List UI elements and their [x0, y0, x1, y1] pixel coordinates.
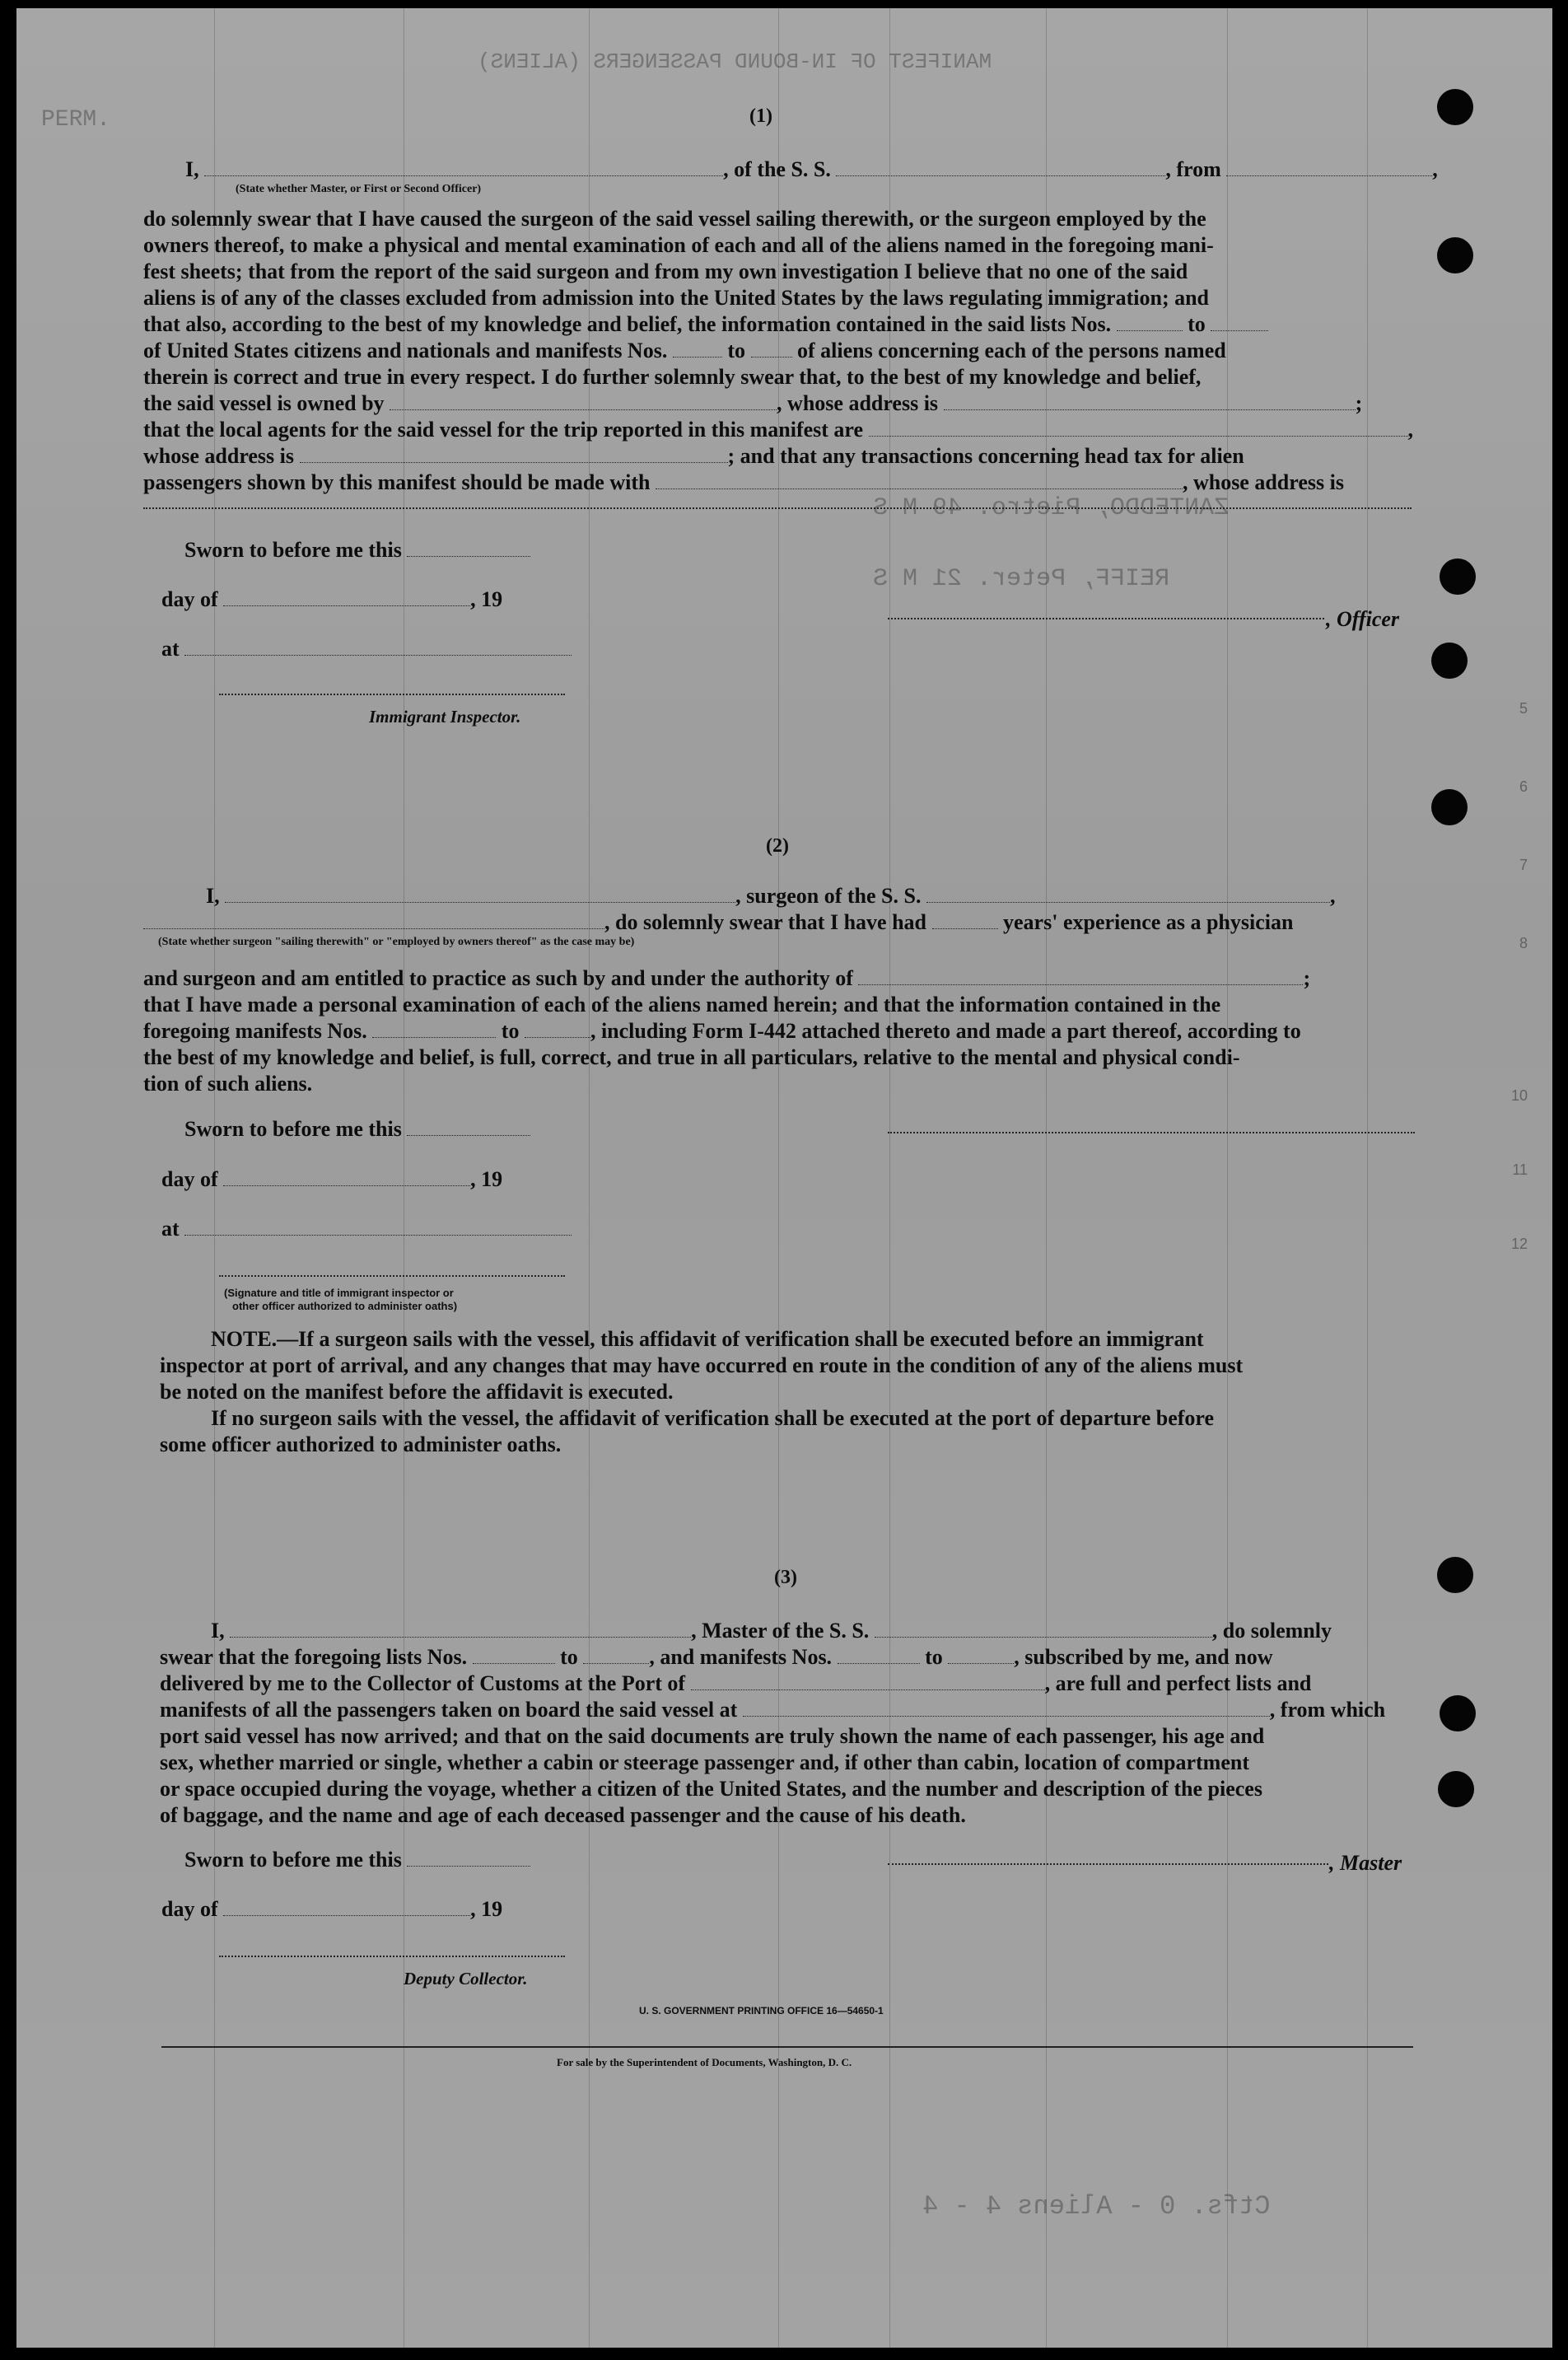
deputy-collector-label: Deputy Collector. [404, 1969, 528, 1988]
for-sale-notice: For sale by the Superintendent of Documents, Washington, D. C. [557, 2056, 852, 2068]
sworn-day-field[interactable] [407, 1848, 530, 1867]
section-2-opening-line: I, , surgeon of the S. S. , [206, 884, 1336, 908]
bleed-through-text: ZANTEDDO, Pietro. 49 M S [873, 494, 1230, 522]
text: at [161, 1217, 180, 1241]
text: day of [161, 587, 218, 611]
note-line: NOTE.—If a surgeon sails with the vessel, this affidavit of verification shall be executed before an immigrant [211, 1327, 1204, 1351]
punch-hole [1438, 1771, 1474, 1807]
text: day of [161, 1167, 218, 1191]
contact-address-line[interactable] [143, 506, 1412, 509]
signature-caption: other officer authorized to administer oaths) [232, 1300, 458, 1312]
text: swear that the foregoing lists Nos. [160, 1645, 468, 1669]
text: that also, according to the best of my knowledge and belief, the information contained in the said lists Nos. [143, 312, 1112, 336]
text: I, [211, 1619, 225, 1643]
section-2-number: (2) [766, 835, 789, 857]
row-number: 5 [1519, 700, 1528, 717]
section-1-body-line: aliens is of any of the classes excluded from admission into the United States by the laws regulating immigration; and [143, 286, 1210, 310]
section-1-body-line [143, 311, 1268, 338]
text: , Master of the S. S. [691, 1619, 870, 1643]
agents-address-field[interactable] [300, 444, 728, 463]
note-line: some officer authorized to administer oaths. [160, 1432, 562, 1456]
owner-address-field[interactable] [944, 391, 1356, 410]
row-number: 8 [1519, 935, 1528, 951]
local-agents-field[interactable] [869, 418, 1408, 437]
collector-signature-line[interactable] [219, 1954, 565, 1957]
inspector-signature-line[interactable] [219, 1273, 565, 1277]
text: ; and that any transactions concerning head tax for alien [727, 444, 1244, 468]
section-1-body-line: fest sheets; that from the report of the said surgeon and from my own investigation I believe that no one of the said [143, 259, 1188, 283]
manifests-to-field[interactable] [751, 339, 792, 358]
day-of-line [161, 586, 502, 613]
section-1-body-line [143, 443, 1244, 470]
text: , do solemnly swear that I have had [604, 910, 927, 934]
surgeon-status-field[interactable] [143, 910, 604, 929]
punch-hole [1431, 789, 1468, 825]
note-line: If no surgeon sails with the vessel, the affidavit of verification shall be executed at the port of departure before [211, 1406, 1215, 1430]
text: , from [1165, 157, 1221, 181]
text: Sworn to before me this [184, 538, 402, 562]
note-line: inspector at port of arrival, and any changes that may have occurred en route in the condition of any of the aliens must [160, 1353, 1244, 1377]
surgeon-vessel-field[interactable] [926, 884, 1330, 903]
printer-imprint: U. S. GOVERNMENT PRINTING OFFICE 16—54650-1 [639, 2005, 884, 2017]
master-vessel-field[interactable] [875, 1619, 1212, 1638]
text: , from which [1269, 1698, 1386, 1722]
departure-port-field[interactable] [1226, 157, 1432, 176]
officer-rank-field[interactable] [204, 157, 723, 176]
signature-caption: (Signature and title of immigrant inspector or [224, 1287, 454, 1299]
punch-hole [1437, 89, 1473, 125]
sworn-month-field[interactable] [223, 1897, 470, 1916]
sworn-place-field[interactable] [184, 1217, 572, 1236]
manifests-from-field[interactable] [673, 339, 722, 358]
punch-hole [1431, 643, 1468, 679]
section-2-body-line [143, 1018, 1301, 1044]
manifests-to-field[interactable] [948, 1645, 1014, 1664]
sworn-day-field[interactable] [407, 538, 530, 557]
row-number: 12 [1510, 1236, 1528, 1252]
practice-authority-field[interactable] [858, 966, 1303, 985]
section-3-body-line [160, 1644, 1272, 1671]
surgeon-signature-line[interactable] [888, 1130, 1415, 1133]
text: to [1188, 312, 1206, 336]
sworn-line [184, 1847, 530, 1873]
text: passengers shown by this manifest should be made with [143, 470, 651, 494]
text: , of the S. S. [723, 157, 831, 181]
bleed-through-text: REIFF, Peter. 21 M S [873, 565, 1170, 593]
text: , whose address is [1182, 470, 1344, 494]
section-1-body-line [143, 470, 1344, 496]
section-2-swear-line [143, 909, 1293, 936]
section-1-body-line: owners thereof, to make a physical and mental examination of each and all of the aliens named in the foregoing mani- [143, 233, 1214, 257]
master-name-field[interactable] [230, 1619, 691, 1638]
at-line [161, 636, 572, 662]
punch-hole [1440, 1695, 1476, 1731]
section-3-body-line: or space occupied during the voyage, whether a citizen of the United States, and the number and description of the pieces [160, 1777, 1262, 1801]
head-tax-contact-field[interactable] [656, 470, 1183, 489]
master-signature-line[interactable] [888, 1862, 1328, 1865]
sworn-place-field[interactable] [184, 637, 572, 656]
punch-hole [1440, 558, 1476, 595]
punch-hole [1437, 237, 1473, 273]
bleed-through-text: MANIFEST OF IN-BOUND PASSENGERS (ALIENS) [478, 49, 992, 74]
text: , whose address is [777, 391, 939, 415]
officer-signature-line[interactable] [888, 616, 1324, 619]
column-line [1227, 8, 1228, 2348]
bleed-through-text: Ctfs. 0 - Aliens 4 - 4 [922, 2191, 1271, 2222]
section-2-body-line: and surgeon and am entitled to practice as such by and under the authority of ; [143, 966, 1311, 990]
row-number: 6 [1519, 778, 1528, 795]
bleed-through-margin: PERM. [41, 107, 111, 133]
section-2-body-line: that I have made a personal examination of each of the aliens named herein; and that the information contained in the [143, 993, 1221, 1016]
section-2-body-line: the best of my knowledge and belief, is full, correct, and true in all particulars, relative to the mental and physical condi- [143, 1045, 1240, 1069]
sworn-month-field[interactable] [223, 587, 470, 606]
text: foregoing manifests Nos. [143, 1019, 367, 1043]
text: I, [206, 884, 220, 908]
section-3-body-line [160, 1671, 1311, 1697]
text: of United States citizens and nationals and manifests Nos. [143, 339, 668, 362]
text: manifests of all the passengers taken on board the said vessel at [160, 1698, 738, 1722]
surgeon-status-caption: (State whether surgeon "sailing therewith" or "employed by owners thereof" as the case may be) [158, 936, 635, 948]
text: , surgeon of the S. S. [735, 884, 922, 908]
lists-from-field[interactable] [473, 1645, 555, 1664]
row-number: 7 [1519, 857, 1528, 873]
text: years' experience as a physician [1003, 910, 1294, 934]
section-2-body-line: tion of such aliens. [143, 1072, 313, 1096]
text: Sworn to before me this [184, 1848, 402, 1872]
text: to [727, 339, 745, 362]
text: to [560, 1645, 578, 1669]
text: the said vessel is owned by [143, 391, 385, 415]
surgeon-manifests-from-field[interactable] [372, 1019, 496, 1038]
sworn-day-field[interactable] [407, 1117, 530, 1136]
row-number: 10 [1510, 1087, 1528, 1104]
section-1-opening-line [185, 157, 1438, 183]
text: and surgeon and am entitled to practice as such by and under the authority of [143, 966, 853, 990]
years-experience-field[interactable] [932, 910, 998, 929]
text: , are full and perfect lists and [1044, 1671, 1312, 1695]
section-3-body-line: port said vessel has now arrived; and that on the said documents are truly shown the name of each passenger, his age and [160, 1724, 1265, 1748]
lists-to-field[interactable] [1211, 312, 1268, 331]
text: of aliens concerning each of the persons named [797, 339, 1226, 362]
manifests-from-field[interactable] [838, 1645, 920, 1664]
officer-label: , Officer [1326, 607, 1400, 631]
footer-rule [161, 2046, 1413, 2048]
text: , 19 [470, 1897, 503, 1921]
officer-rank-caption: (State whether Master, or First or Second Officer) [236, 183, 482, 195]
section-3-body-line: of baggage, and the name and age of each deceased passenger and the cause of his death. [160, 1803, 966, 1827]
surgeon-name-field[interactable] [225, 884, 735, 903]
vessel-owner-field[interactable] [390, 391, 777, 410]
immigrant-inspector-label: Immigrant Inspector. [369, 707, 521, 727]
text: delivered by me to the Collector of Customs at the Port of [160, 1671, 686, 1695]
text: at [161, 637, 180, 661]
section-1-body-line: the said vessel is owned by , whose address is ; [143, 391, 1363, 415]
text: to [501, 1019, 520, 1043]
customs-port-field[interactable] [691, 1671, 1045, 1690]
text: I, [185, 157, 199, 181]
text: day of [161, 1897, 218, 1921]
text: whose address is [143, 444, 295, 468]
text: Sworn to before me this [184, 1117, 402, 1141]
sworn-line [184, 537, 530, 563]
text: that the local agents for the said vessel for the trip reported in this manifest are [143, 418, 864, 442]
master-label: , Master [1329, 1851, 1402, 1875]
section-1-body-line: therein is correct and true in every respect. I do further solemnly swear that, to the best of my knowledge and belief, [143, 365, 1202, 389]
row-number: 11 [1512, 1161, 1528, 1178]
section-1-body-line: do solemnly swear that I have caused the surgeon of the said vessel sailing therewith, or the surgeon employed by the [143, 207, 1206, 231]
sworn-month-field[interactable] [223, 1167, 470, 1186]
text: , [1432, 157, 1438, 181]
text: , 19 [470, 1167, 503, 1191]
lists-from-field[interactable] [1117, 312, 1183, 331]
document-page [16, 8, 1552, 2348]
section-3-number: (3) [774, 1567, 797, 1588]
embarkation-port-field[interactable] [743, 1698, 1270, 1717]
text: , subscribed by me, and now [1014, 1645, 1273, 1669]
sworn-line [184, 1116, 530, 1143]
text: , do solemnly [1211, 1619, 1332, 1643]
at-line [161, 1216, 572, 1242]
section-3-opening-line [211, 1618, 1332, 1644]
text: , 19 [470, 587, 503, 611]
section-1-number: (1) [749, 105, 772, 127]
text: to [925, 1645, 943, 1669]
lists-to-field[interactable] [583, 1645, 649, 1664]
surgeon-manifests-to-field[interactable] [525, 1019, 590, 1038]
inspector-signature-line[interactable] [219, 692, 565, 695]
section-3-body-line: sex, whether married or single, whether a cabin or steerage passenger and, if other than cabin, location of compartment [160, 1750, 1249, 1774]
day-of-line [161, 1896, 502, 1923]
vessel-name-field[interactable] [836, 157, 1165, 176]
text: , including Form I-442 attached thereto and made a part thereof, according to [590, 1019, 1301, 1043]
day-of-line [161, 1166, 502, 1193]
section-1-body-line [143, 338, 1226, 364]
note-line: be noted on the manifest before the affidavit is executed. [160, 1380, 674, 1404]
punch-hole [1437, 1557, 1473, 1593]
column-line [1367, 8, 1368, 2348]
section-1-body-line: that the local agents for the said vessel for the trip reported in this manifest are , [143, 418, 1414, 442]
section-3-body-line [160, 1697, 1385, 1723]
text: , and manifests Nos. [649, 1645, 833, 1669]
